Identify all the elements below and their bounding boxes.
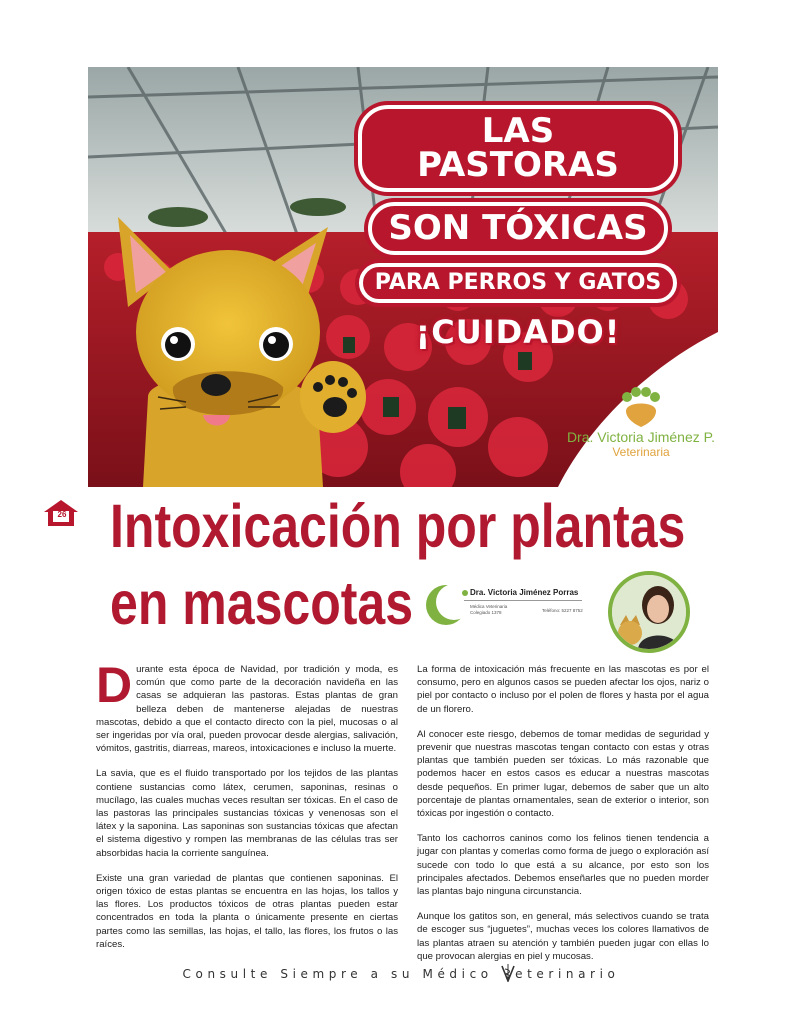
article-paragraph: Existe una gran variedad de plantas que contienen saponinas. El origen tóxico de estas plantas se encuentra en las hojas, los tallos y las flores. Los productos tóxicos de otras plantas pueden estar concentrados en toda la planta o únicamente presente en ciertas partes como las semillas, las hojas, el tallo, las flores, los frutos o las raíces.	[96, 872, 398, 950]
article-paragraph: La savia, que es el fluido transportado por los tejidos de las plantas contiene sustancias como látex, cerumen, saponinas, resinas o mucílago, las cuales muchas veces resultan ser tóxicas. En el caso de las pastoras las principales sustancias tóxicas y venenosas son el látex y la saponina. Las saponinas son sustancias tóxicas que afectan el sistema digestivo y rompen las membranas de las células tras ser absorbidas hacia la corriente sanguínea.	[96, 768, 398, 859]
author-license: Colegiado 1378	[470, 610, 502, 615]
headline-line1: Intoxicación por plantas	[110, 492, 686, 560]
hero-banner	[88, 67, 718, 487]
article-column-left	[96, 657, 398, 963]
author-card	[424, 580, 604, 630]
drop-cap: D	[96, 657, 133, 713]
article-paragraph: Al conocer este riesgo, debemos de tomar medidas de seguridad y prevenir que nuestras mascotas tengan contacto con estas y otras plantas que también pueden ser tóxicas. Lo más razonable que podemos hacer en estos casos es educar a nuestras mascotas desde pequeños. En primer lugar, debemos de saber que un alto porcentaje de plantas ornamentales, sean de exterior o interior, son tóxicas por ingestión o contacto.	[417, 728, 709, 820]
crescent-logo-icon	[424, 580, 464, 630]
author-portrait-illustration	[612, 575, 686, 649]
author-divider	[464, 600, 582, 601]
headline-line2: en mascotas	[110, 568, 414, 637]
author-photo	[608, 571, 690, 653]
hero-title-line3: PARA PERROS Y GATOS	[359, 263, 678, 303]
hero-exclaim: ¡CUIDADO!	[415, 313, 621, 351]
article-paragraph: Tanto los cachorros caninos como los felinos tienen tendencia a jugar con plantas y comerlas como forma de juego o exploración así sucede con todo lo que está a su alcance, por esto son los principales afectados. Debemos enseñarles que no pueden morder las plantas bajo ninguna circunstancia.	[417, 833, 709, 898]
vet-logo-role: Veterinaria	[612, 445, 670, 459]
author-name: Dra. Victoria Jiménez Porras	[470, 588, 579, 597]
hero-title-line2: SON TÓXICAS	[368, 202, 667, 255]
caduceus-v-icon	[501, 964, 515, 982]
article-column-right	[417, 663, 709, 975]
article-paragraph: Durante esta época de Navidad, por tradición y moda, es común que como parte de la decoración navideña en las casas se adquieran las pastoras. Estas plantas de gran belleza deben de mantenerse alejadas de nuestras mascotas, debido a que el contacto directo con la piel, mucosas o al ser ingeridas por vía oral, pueden provocar desde alergias, salivación, vómitos, gastritis, diarreas, mareos, intoxicaciones e incluso la muerte.	[96, 657, 398, 755]
vet-logo-name: Dra. Victoria Jiménez P.	[566, 429, 716, 445]
hero-title-line1: LAS PASTORAS	[358, 105, 678, 192]
footer-text-before: Consulte Siempre a su Médico	[182, 967, 502, 981]
article-paragraph: La forma de intoxicación más frecuente en las mascotas es por el consumo, pero en algunos casos se pueden afectar los ojos, nariz o piel por contacto o incluso por el polen de flores y hasta por el agua de un florero.	[417, 664, 709, 715]
footer-slogan	[0, 964, 802, 982]
footer-text-after: eterinario	[515, 967, 620, 981]
hero-title-block	[358, 105, 678, 351]
dot-icon	[462, 590, 468, 596]
paw-logo-icon	[618, 387, 664, 427]
vet-logo-badge	[566, 387, 716, 459]
page-number: 26	[57, 510, 67, 519]
article-paragraph: Aunque los gatitos son, en general, más selectivos cuando se trata de escoger sus “juguetes”, muchas veces los colores llamativos de las plantas atraen su atención y también pueden jugar con ellas lo que provocan alergias en piel y mucosas.	[417, 911, 709, 962]
author-title: Médica Veterinaria	[470, 604, 508, 609]
author-phone: Teléfono: 5227 8752	[542, 608, 583, 613]
